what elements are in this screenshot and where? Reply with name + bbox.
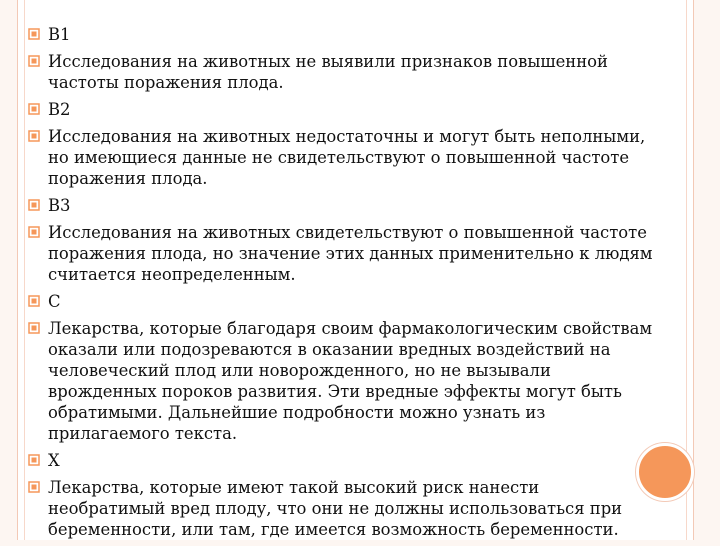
list-item	[28, 291, 658, 312]
list-item	[28, 450, 658, 471]
checkbox-bullet-icon	[28, 481, 41, 494]
list-item	[28, 222, 658, 285]
list-item-text: B2	[48, 100, 71, 119]
list-item-text: B3	[48, 196, 71, 215]
list-item-text: Исследования на животных не выявили признаков повышенной частоты поражения плода.	[48, 52, 608, 92]
checkbox-bullet-icon	[28, 454, 41, 467]
list-item	[28, 477, 658, 540]
list-item-text: Исследования на животных свидетельствуют о повышенной частоте поражения плода, но значение этих данных применительно к людям считается неопределенным.	[48, 223, 653, 284]
list-item-text: Исследования на животных недостаточны и могут быть неполными, но имеющиеся данные не свидетельствуют о повышенной частоте поражения плода.	[48, 127, 646, 188]
list-item	[28, 99, 658, 120]
checkbox-bullet-icon	[28, 295, 41, 308]
bullet-list	[28, 24, 658, 546]
list-item	[28, 24, 658, 45]
list-item-text: C	[48, 292, 61, 311]
checkbox-bullet-icon	[28, 226, 41, 239]
list-item-text: Лекарства, которые имеют такой высокий риск нанести необратимый вред плоду, что они не должны использоваться при беременности, или там, где имеется возможность беременности.	[48, 478, 623, 539]
list-item-text: B1	[48, 25, 71, 44]
checkbox-bullet-icon	[28, 28, 41, 41]
list-item-text: X	[48, 451, 60, 470]
checkbox-bullet-icon	[28, 55, 41, 68]
checkbox-bullet-icon	[28, 322, 41, 335]
list-item	[28, 318, 658, 444]
list-item-text: Лекарства, которые благодаря своим фармакологическим свойствам оказали или подозреваются в оказании вредных воздействий на человеческий плод или новорожденного, но не вызывали врожденных пороков развития. Эти вредные эффекты могут быть обратимыми. Дальнейшие подробности можно узнать из прилагаемого текста.	[48, 319, 653, 443]
checkbox-bullet-icon	[28, 103, 41, 116]
checkbox-bullet-icon	[28, 199, 41, 212]
list-item	[28, 126, 658, 189]
list-item	[28, 195, 658, 216]
checkbox-bullet-icon	[28, 130, 41, 143]
list-item	[28, 51, 658, 93]
